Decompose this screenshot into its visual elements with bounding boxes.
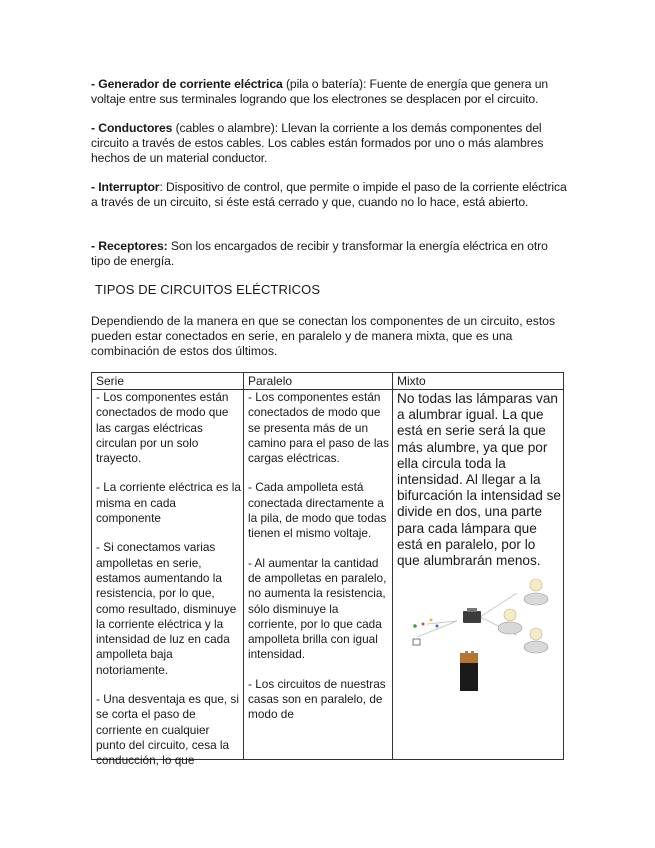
serie-point: - Una desventaja es que, si se corta el paso de corriente en cualquier punto del circuito, cesa la conducción, lo que	[96, 692, 239, 768]
paralelo-point: - Los circuitos de nuestras casas son en paralelo, de modo de	[248, 676, 386, 722]
definition-paren: (pila o batería)	[282, 77, 363, 91]
table-row	[92, 390, 564, 760]
definition-generador	[91, 77, 569, 107]
mixed-circuit-diagram	[397, 577, 562, 737]
intro-paragraph: Dependiendo de la manera en que se conectan los componentes de un circuito, estos pueden estar conectados en serie, en paralelo y de manera mixta, que es una combinación de estos dos últimos.	[91, 314, 556, 359]
definition-interruptor	[91, 180, 569, 210]
definition-term: - Receptores:	[91, 239, 168, 253]
cell-mixto	[393, 390, 564, 760]
definition-term: - Conductores	[91, 121, 173, 135]
definition-text: : Dispositivo de control, que permite o impide el paso de la corriente eléctrica a través de un circuito, si éste está cerrado y que, cuando no lo hace, está abierto.	[91, 180, 567, 210]
header-mixto: Mixto	[393, 373, 564, 390]
header-paralelo: Paralelo	[244, 373, 393, 390]
terminal-marks	[413, 619, 439, 646]
circuit-types-table	[91, 372, 564, 768]
header-serie: Serie	[92, 373, 244, 390]
mixed-circuit-illustration	[397, 577, 561, 737]
paralelo-point: - Los componentes están conectados de modo que se presenta más de un camino para el paso de las cargas eléctricas.	[248, 390, 389, 466]
table-header-row	[92, 373, 564, 390]
bulb-icon	[524, 628, 548, 653]
definition-text: Son los encargados de recibir y transformar la energía eléctrica en otro tipo de energía.	[91, 239, 548, 269]
definition-conductores	[91, 121, 569, 167]
cell-paralelo	[244, 390, 393, 760]
definition-text: : Fuente de energía que genera un voltaje entre sus terminales logrando que los electrones se desplacen por el circuito.	[91, 77, 549, 107]
battery-icon	[460, 651, 478, 691]
serie-point: - La corriente eléctrica es la misma en cada componente	[96, 480, 241, 526]
definition-receptores	[91, 239, 569, 269]
section-title: TIPOS DE CIRCUITOS ELÉCTRICOS	[95, 282, 321, 297]
switch-icon	[463, 608, 481, 623]
cell-serie	[92, 390, 244, 768]
serie-point: - Los componentes están conectados de modo que las cargas eléctricas circulan por un solo trayecto.	[96, 390, 229, 466]
definition-paren: (cables o alambre)	[172, 121, 275, 135]
bulb-icon	[498, 609, 522, 634]
paralelo-point: - Al aumentar la cantidad de ampolletas en paralelo, no aumenta la resistencia, sólo disminuye la corriente, por lo que cada ampolleta brilla con igual intensidad.	[248, 555, 387, 662]
mixto-text: No todas las lámparas van a alumbrar igual. La que está en serie será la que más alumbre, ya que por ella circula toda la intensidad. Al llegar a la bifurcación la intensidad se divide en dos, una parte para cada lámpara que está en paralelo, por lo que alumbrarán menos.	[397, 391, 561, 569]
definition-term: - Generador de corriente eléctrica	[91, 77, 283, 91]
paralelo-point: - Cada ampolleta está conectada directamente a la pila, de modo que todas tienen el mismo voltaje.	[248, 480, 387, 541]
definition-text: : Llevan la corriente a los demás componentes del circuito a través de estos cables. Los cables están formados por uno o más alambres hechos de un material conductor.	[91, 121, 544, 166]
serie-point: - Si conectamos varias ampolletas en serie, estamos aumentando la resistencia, por lo que, como resultado, disminuye la corriente eléctrica y la intensidad de luz en cada ampolleta baja notoriamente.	[96, 540, 237, 677]
definition-term: - Interruptor	[91, 180, 160, 194]
bulb-icon	[524, 579, 548, 605]
